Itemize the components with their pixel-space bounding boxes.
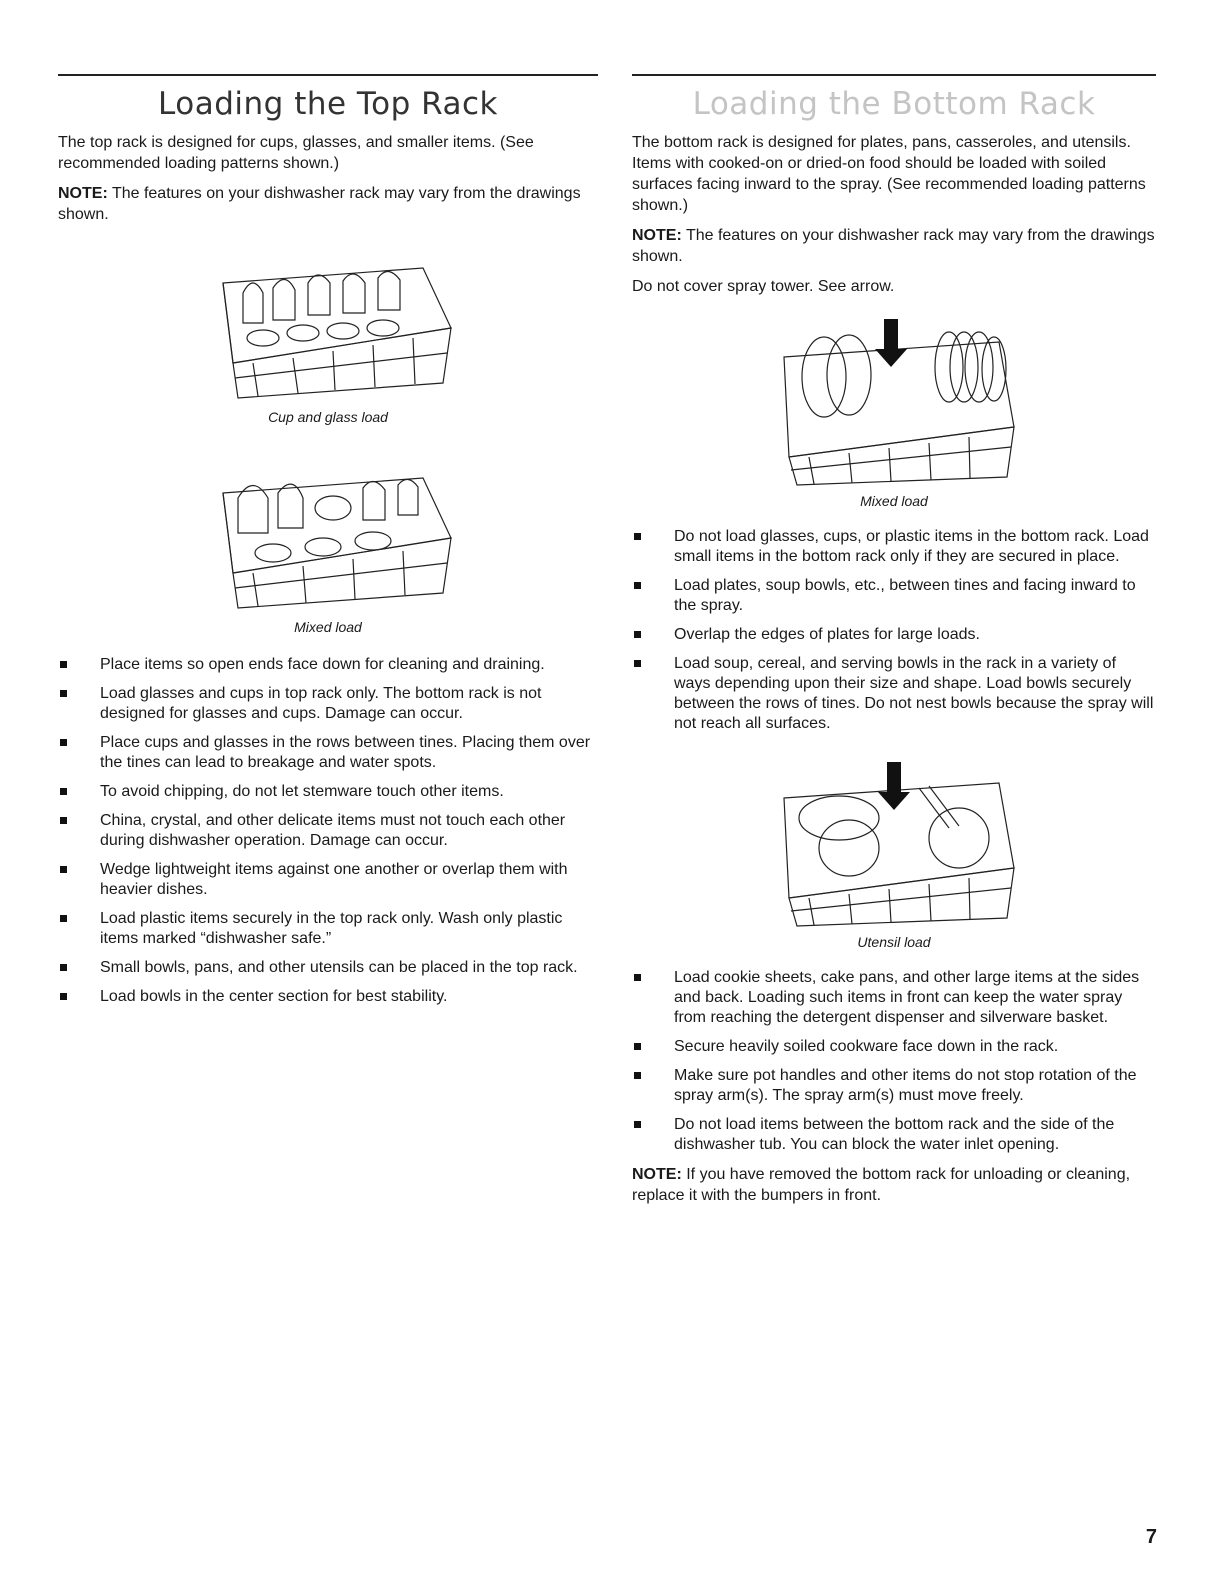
list-item: Overlap the edges of plates for large loads. [632, 625, 1156, 645]
section-heading: Loading the Top Rack [158, 86, 498, 122]
list-item: Make sure pot handles and other items do not stop rotation of the spray arm(s). The spray arm(s) must move freely. [632, 1066, 1156, 1106]
right-column [632, 74, 1156, 1215]
bullet-icon [634, 974, 641, 981]
bottom-rack-mixed-illustration [769, 307, 1019, 487]
list-item: Small bowls, pans, and other utensils can be placed in the top rack. [58, 958, 598, 978]
list-item: Secure heavily soiled cookware face down in the rack. [632, 1037, 1156, 1057]
top-rack-mixed-illustration [203, 463, 453, 613]
bullet-icon [60, 817, 67, 824]
list-item: Load bowls in the center section for best stability. [58, 987, 598, 1007]
bottom-rack-bullet-list-a [632, 527, 1156, 734]
bottom-rack-utensil-illustration [769, 748, 1019, 928]
bullet-icon [60, 964, 67, 971]
bullet-icon [634, 631, 641, 638]
section-rule [58, 74, 598, 76]
list-item: Do not load items between the bottom rack and the side of the dishwasher tub. You can block the water inlet opening. [632, 1115, 1156, 1155]
note-text: The features on your dishwasher rack may vary from the drawings shown. [58, 185, 581, 223]
spray-tower-note: Do not cover spray tower. See arrow. [632, 278, 895, 295]
note-paragraph [58, 183, 598, 225]
bullet-icon [60, 661, 67, 668]
list-item: Load glasses and cups in top rack only. The bottom rack is not designed for glasses and cups. Damage can occur. [58, 684, 598, 724]
intro-paragraph: The top rack is designed for cups, glasses, and smaller items. (See recommended loading patterns shown.) [58, 134, 534, 172]
page-number: 7 [1145, 1526, 1157, 1548]
note-label: NOTE: [58, 185, 108, 202]
bullet-icon [60, 739, 67, 746]
figure-caption: Cup and glass load [268, 409, 388, 425]
figure-caption: Mixed load [294, 619, 362, 635]
list-item: Load cookie sheets, cake pans, and other large items at the sides and back. Loading such items in front can keep the water spray from reaching the detergent dispenser and silverware basket. [632, 968, 1156, 1028]
note-label: NOTE: [632, 227, 682, 244]
mixed-load-top-figure [203, 463, 453, 613]
list-item: To avoid chipping, do not let stemware touch other items. [58, 782, 598, 802]
spray-tower-arrow-icon [875, 319, 907, 367]
list-item: Load soup, cereal, and serving bowls in the rack in a variety of ways depending upon their size and shape. Load bowls securely between the rows of tines. Do not nest bowls because the spray will not reach all surfaces. [632, 654, 1156, 734]
top-rack-bullet-list [58, 655, 598, 1007]
cup-glass-load-figure [203, 253, 453, 403]
note-text: The features on your dishwasher rack may vary from the drawings shown. [632, 227, 1155, 265]
bumpers-note-paragraph [632, 1164, 1156, 1206]
mixed-load-bottom-figure [769, 307, 1019, 487]
intro-paragraph: The bottom rack is designed for plates, pans, casseroles, and utensils. Items with cooked-on or dried-on food should be loaded with soiled surfaces facing inward to the spray. (See recommended loading patterns shown.) [632, 134, 1146, 214]
list-item: China, crystal, and other delicate items must not touch each other during dishwasher operation. Damage can occur. [58, 811, 598, 851]
top-rack-cups-illustration [203, 253, 453, 403]
utensil-load-figure [769, 748, 1019, 928]
section-rule [632, 74, 1156, 76]
note-text: If you have removed the bottom rack for unloading or cleaning, replace it with the bumpers in front. [632, 1166, 1131, 1204]
bullet-icon [634, 660, 641, 667]
section-heading: Loading the Bottom Rack [692, 86, 1096, 122]
list-item: Wedge lightweight items against one another or overlap them with heavier dishes. [58, 860, 598, 900]
list-item: Do not load glasses, cups, or plastic items in the bottom rack. Load small items in the bottom rack only if they are secured in place. [632, 527, 1156, 567]
bullet-icon [60, 915, 67, 922]
list-item: Load plastic items securely in the top rack only. Wash only plastic items marked “dishwasher safe.” [58, 909, 598, 949]
bullet-icon [634, 1072, 641, 1079]
bullet-icon [60, 866, 67, 873]
list-item: Place items so open ends face down for cleaning and draining. [58, 655, 598, 675]
bullet-icon [634, 582, 641, 589]
bullet-icon [634, 533, 641, 540]
bullet-icon [60, 993, 67, 1000]
bullet-icon [634, 1121, 641, 1128]
list-item: Place cups and glasses in the rows between tines. Placing them over the tines can lead to breakage and water spots. [58, 733, 598, 773]
list-item: Load plates, soup bowls, etc., between tines and facing inward to the spray. [632, 576, 1156, 616]
figure-caption: Mixed load [860, 493, 928, 509]
bullet-icon [60, 690, 67, 697]
note-label: NOTE: [632, 1166, 682, 1183]
left-column [58, 74, 598, 1016]
spray-tower-arrow-icon [878, 762, 910, 810]
bullet-icon [60, 788, 67, 795]
bullet-icon [634, 1043, 641, 1050]
bottom-rack-bullet-list-b [632, 968, 1156, 1155]
note-paragraph [632, 225, 1156, 267]
figure-caption: Utensil load [857, 934, 931, 950]
